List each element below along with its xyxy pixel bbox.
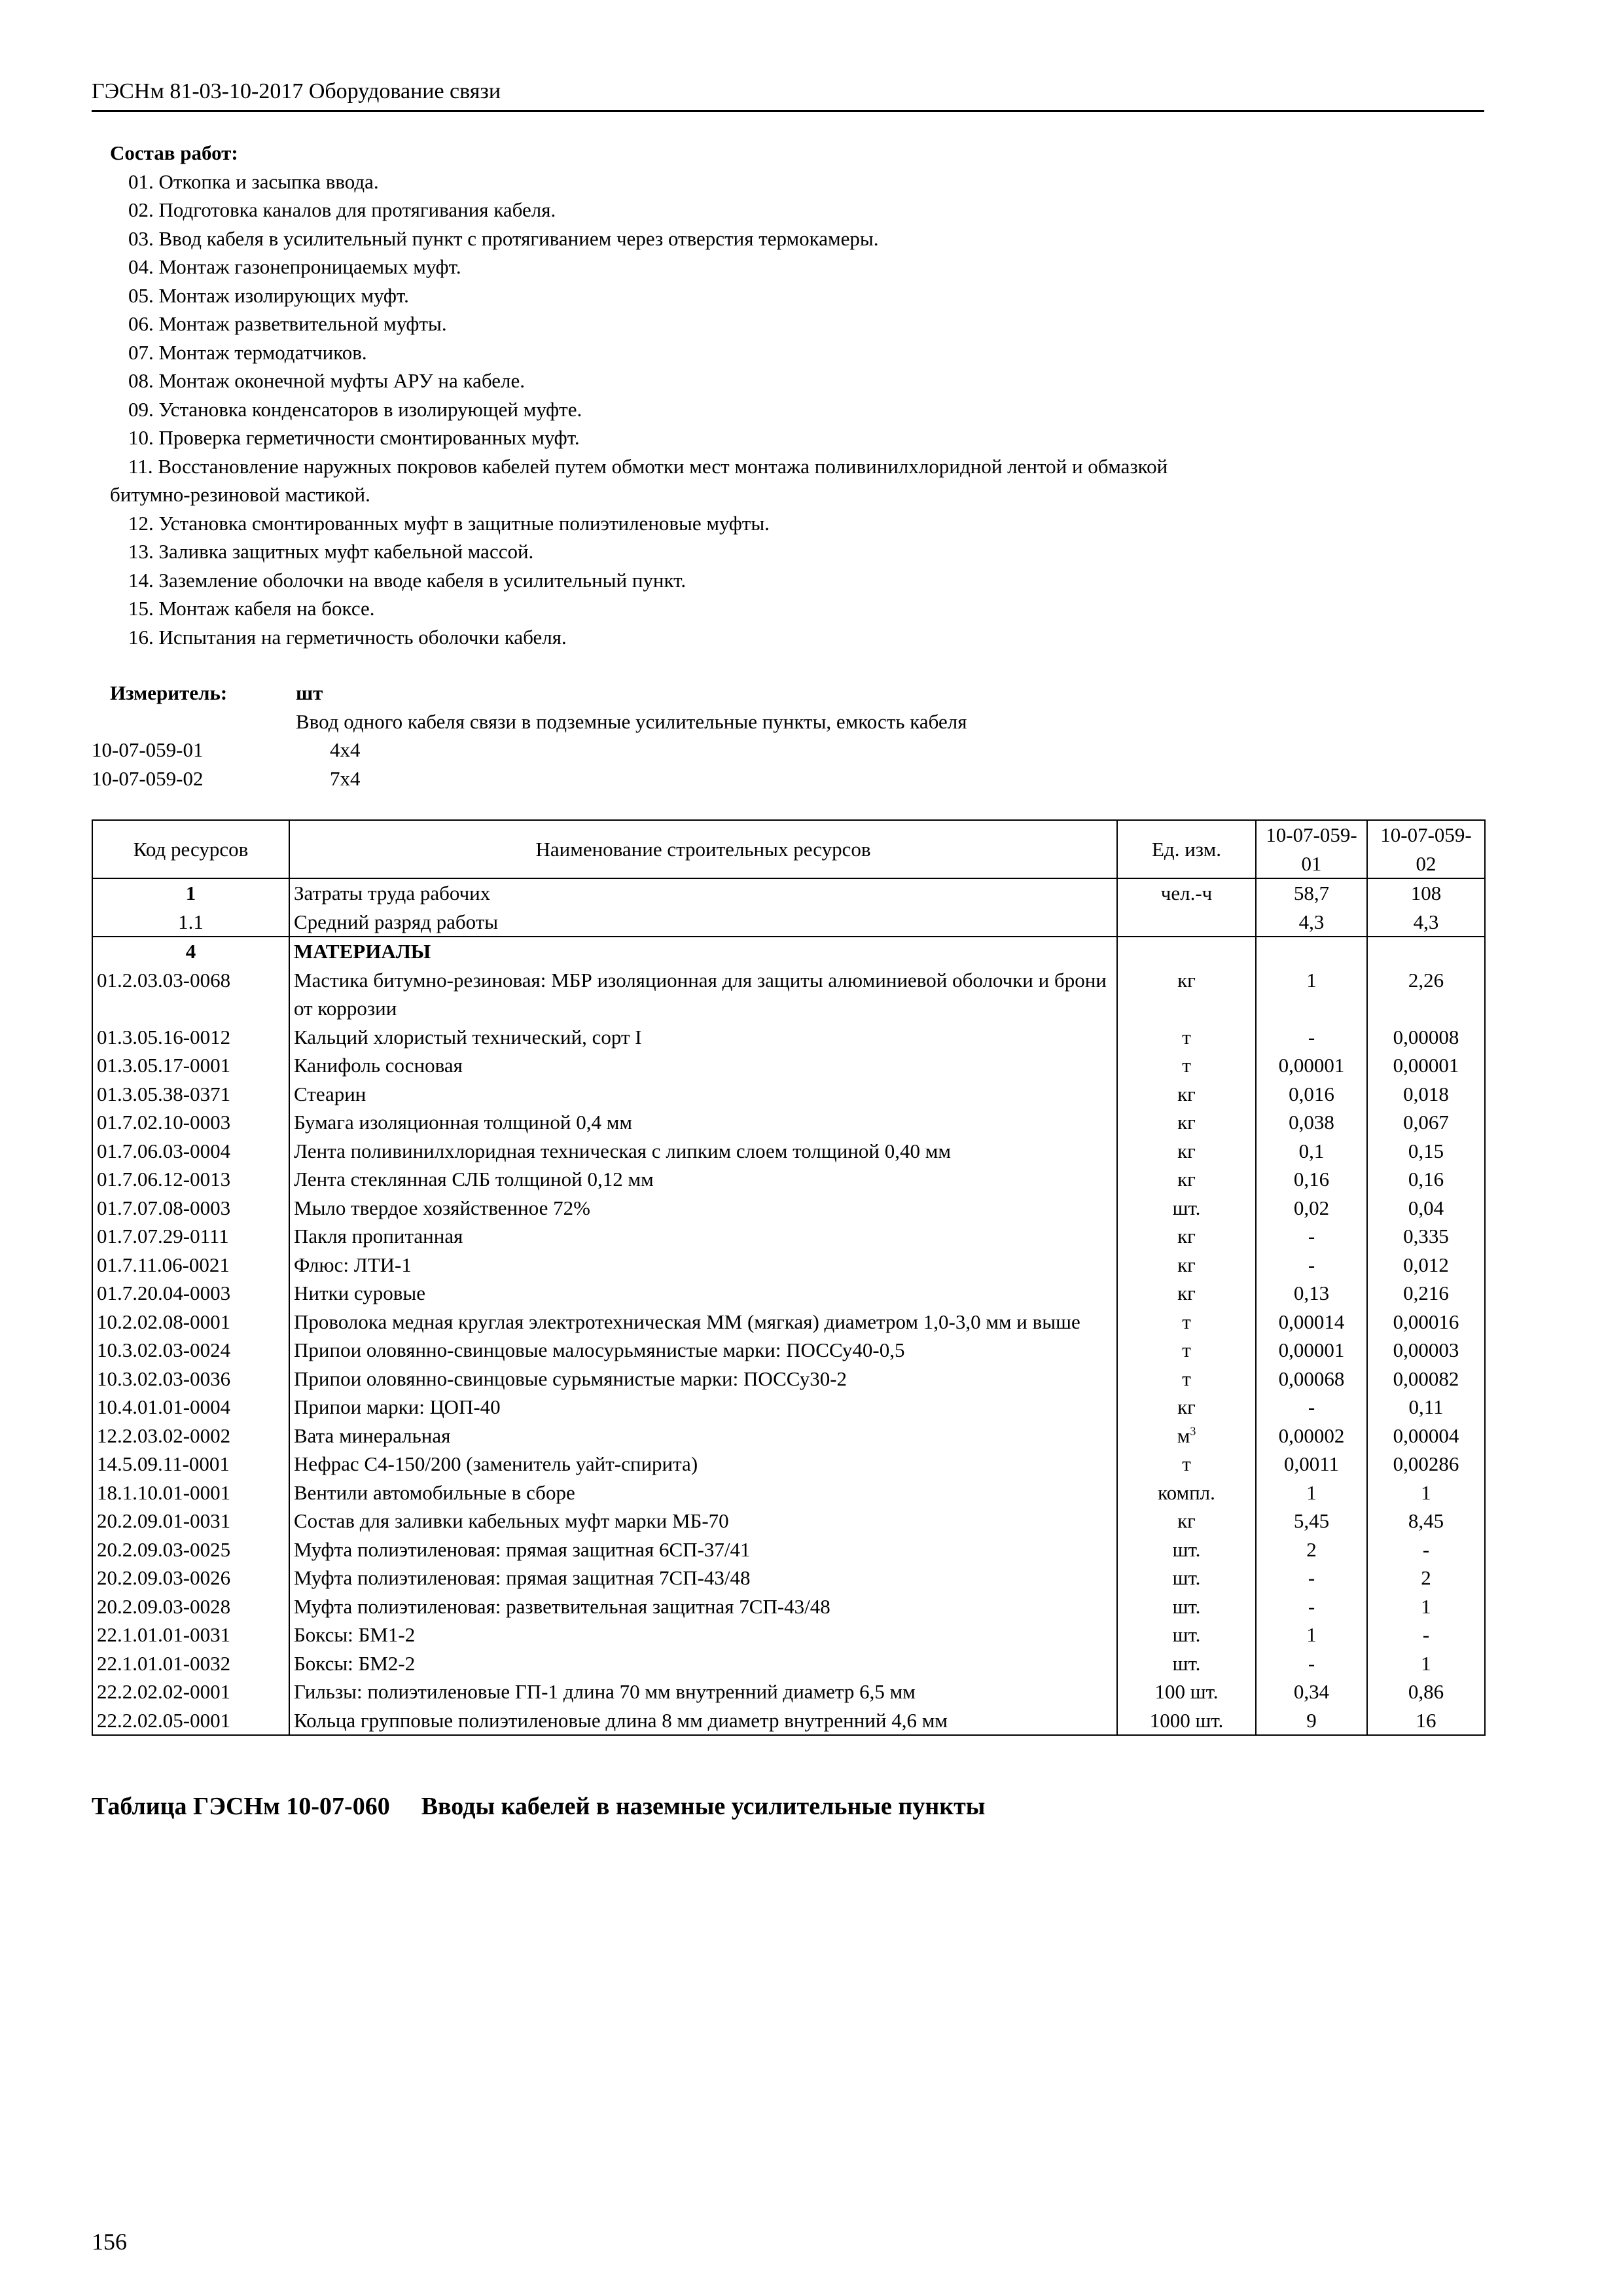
work-item: 15. Монтаж кабеля на боксе. xyxy=(128,597,375,620)
table-row xyxy=(92,1023,1485,1052)
cell-value-col1: 0,038 xyxy=(1256,1108,1367,1137)
cell-value-col2: 0,15 xyxy=(1367,1137,1485,1166)
cell-value-col2: 0,067 xyxy=(1367,1108,1485,1137)
cell-value-col2: 0,00008 xyxy=(1367,1023,1485,1052)
work-item: 14. Заземление оболочки на вводе кабеля в усилительный пункт. xyxy=(128,568,687,592)
cell-code: 10.3.02.03-0024 xyxy=(92,1336,289,1365)
table-row xyxy=(92,1592,1485,1621)
cell-code: 14.5.09.11-0001 xyxy=(92,1450,289,1479)
cell-name: Стеарин xyxy=(289,1080,1117,1109)
cell-name: Затраты труда рабочих xyxy=(289,878,1117,908)
cell-value-col1: - xyxy=(1256,1649,1367,1678)
measure-variant-value: 4х4 xyxy=(330,738,361,761)
table-body xyxy=(92,878,1485,1735)
work-composition-title: Состав работ: xyxy=(110,141,238,164)
cell-unit: 1000 шт. xyxy=(1117,1706,1256,1736)
cell-value-col1: 0,00014 xyxy=(1256,1308,1367,1336)
cell-unit: т xyxy=(1117,1365,1256,1393)
cell-name: Нефрас С4-150/200 (заменитель уайт-спирита) xyxy=(289,1450,1117,1479)
cell-unit: 100 шт. xyxy=(1117,1677,1256,1706)
work-item: 10. Проверка герметичности смонтированных муфт. xyxy=(128,426,580,449)
header-unit: Ед. изм. xyxy=(1117,820,1256,878)
cell-value-col2: 108 xyxy=(1367,878,1485,908)
measure-variant-code: 10-07-059-01 xyxy=(92,738,204,761)
cell-name: Пакля пропитанная xyxy=(289,1222,1117,1251)
page-header-title: ГЭСНм 81-03-10-2017 Оборудование связи xyxy=(92,79,501,103)
cell-value-col2: 0,16 xyxy=(1367,1165,1485,1194)
cell-name: Бумага изоляционная толщиной 0,4 мм xyxy=(289,1108,1117,1137)
table-row xyxy=(92,1108,1485,1137)
cell-code: 1 xyxy=(92,878,289,908)
caption-title: Вводы кабелей в наземные усилительные пункты xyxy=(421,1793,986,1820)
cell-unit: кг xyxy=(1117,1108,1256,1137)
cell-unit: чел.-ч xyxy=(1117,878,1256,908)
table-row xyxy=(92,1479,1485,1507)
cell-value-col2: 0,04 xyxy=(1367,1194,1485,1223)
cell-unit: т xyxy=(1117,1308,1256,1336)
cell-unit: шт. xyxy=(1117,1564,1256,1592)
work-item: 11. Восстановление наружных покровов кабелей путем обмотки мест монтажа поливинилхлоридной лентой и обмазкой xyxy=(128,454,1168,478)
page-header xyxy=(92,73,1484,112)
measure-variant-value: 7х4 xyxy=(330,766,361,790)
cell-value-col2: 16 xyxy=(1367,1706,1485,1736)
cell-value-col1: 2 xyxy=(1256,1535,1367,1564)
cell-unit: кг xyxy=(1117,1393,1256,1422)
cell-code: 01.7.06.12-0013 xyxy=(92,1165,289,1194)
cell-code: 10.3.02.03-0036 xyxy=(92,1365,289,1393)
cell-value-col1: 0,00068 xyxy=(1256,1365,1367,1393)
table-row xyxy=(92,878,1485,908)
table-row xyxy=(92,1535,1485,1564)
cell-unit: шт. xyxy=(1117,1649,1256,1678)
cell-name: Кальций хлористый технический, сорт I xyxy=(289,1023,1117,1052)
resources-table xyxy=(92,819,1486,1736)
measure-variant-code: 10-07-059-02 xyxy=(92,766,204,790)
cell-name: Мастика битумно-резиновая: МБР изоляционная для защиты алюминиевой оболочки и брони от коррозии xyxy=(289,966,1117,1023)
cell-name: Состав для заливки кабельных муфт марки МБ-70 xyxy=(289,1507,1117,1535)
table-row xyxy=(92,1194,1485,1223)
cell-value-col2: 4,3 xyxy=(1367,908,1485,937)
cell-code: 4 xyxy=(92,937,289,966)
cell-unit-superscript: 3 xyxy=(1190,1424,1196,1438)
cell-value-col1: 0,02 xyxy=(1256,1194,1367,1223)
cell-unit: кг xyxy=(1117,1279,1256,1308)
cell-name: Вентили автомобильные в сборе xyxy=(289,1479,1117,1507)
table-row xyxy=(92,1165,1485,1194)
cell-value-col1: - xyxy=(1256,1592,1367,1621)
table-row xyxy=(92,1051,1485,1080)
cell-code: 22.2.02.02-0001 xyxy=(92,1677,289,1706)
cell-value-col1: 1 xyxy=(1256,966,1367,1023)
table-row xyxy=(92,1080,1485,1109)
cell-unit: шт. xyxy=(1117,1535,1256,1564)
table-row xyxy=(92,1649,1485,1678)
table-row xyxy=(92,1308,1485,1336)
cell-value-col2: 0,00001 xyxy=(1367,1051,1485,1080)
cell-name: Кольца групповые полиэтиленовые длина 8 мм диаметр внутренний 4,6 мм xyxy=(289,1706,1117,1736)
cell-value-col1: 5,45 xyxy=(1256,1507,1367,1535)
cell-unit: кг xyxy=(1117,1137,1256,1166)
cell-name: Припои оловянно-свинцовые сурьмянистые марки: ПОССу30-2 xyxy=(289,1365,1117,1393)
cell-value-col1: 9 xyxy=(1256,1706,1367,1736)
cell-value-col2: 0,00003 xyxy=(1367,1336,1485,1365)
cell-value-col1: 0,16 xyxy=(1256,1165,1367,1194)
cell-code: 01.7.07.29-0111 xyxy=(92,1222,289,1251)
cell-name: МАТЕРИАЛЫ xyxy=(289,937,1117,966)
work-item: 03. Ввод кабеля в усилительный пункт с протягиванием через отверстия термокамеры. xyxy=(128,226,879,250)
cell-code: 22.2.02.05-0001 xyxy=(92,1706,289,1736)
cell-unit: кг xyxy=(1117,966,1256,1023)
header-col2: 10-07-059-02 xyxy=(1367,820,1485,878)
cell-value-col2: 0,216 xyxy=(1367,1279,1485,1308)
cell-value-col2: - xyxy=(1367,1535,1485,1564)
cell-value-col2: 2,26 xyxy=(1367,966,1485,1023)
cell-value-col2: 1 xyxy=(1367,1592,1485,1621)
header-name: Наименование строительных ресурсов xyxy=(289,820,1117,878)
table-row xyxy=(92,1621,1485,1649)
cell-code: 01.3.05.17-0001 xyxy=(92,1051,289,1080)
cell-value-col1: - xyxy=(1256,1564,1367,1592)
table-row xyxy=(92,1706,1485,1736)
cell-unit xyxy=(1117,1422,1256,1450)
cell-code: 01.7.07.08-0003 xyxy=(92,1194,289,1223)
cell-name: Припои марки: ЦОП-40 xyxy=(289,1393,1117,1422)
cell-value-col1: 0,00001 xyxy=(1256,1051,1367,1080)
table-row xyxy=(92,1279,1485,1308)
work-item: 12. Установка смонтированных муфт в защитные полиэтиленовые муфты. xyxy=(128,511,770,535)
cell-value-col1: 0,016 xyxy=(1256,1080,1367,1109)
table-row xyxy=(92,1507,1485,1535)
cell-value-col2: 8,45 xyxy=(1367,1507,1485,1535)
cell-name: Боксы: БМ1-2 xyxy=(289,1621,1117,1649)
cell-value-col1: 0,00001 xyxy=(1256,1336,1367,1365)
cell-unit: шт. xyxy=(1117,1621,1256,1649)
cell-name: Канифоль сосновая xyxy=(289,1051,1117,1080)
table-row xyxy=(92,937,1485,966)
work-item: 09. Установка конденсаторов в изолирующей муфте. xyxy=(128,397,582,421)
cell-value-col2: 0,00016 xyxy=(1367,1308,1485,1336)
cell-value-col2: 1 xyxy=(1367,1479,1485,1507)
cell-name: Муфта полиэтиленовая: прямая защитная 6СП-37/41 xyxy=(289,1535,1117,1564)
cell-name: Мыло твердое хозяйственное 72% xyxy=(289,1194,1117,1223)
work-item: 06. Монтаж разветвительной муфты. xyxy=(128,312,447,335)
cell-name: Муфта полиэтиленовая: прямая защитная 7СП-43/48 xyxy=(289,1564,1117,1592)
cell-code: 01.7.02.10-0003 xyxy=(92,1108,289,1137)
cell-name: Нитки суровые xyxy=(289,1279,1117,1308)
cell-value-col2: 0,335 xyxy=(1367,1222,1485,1251)
cell-code: 10.4.01.01-0004 xyxy=(92,1393,289,1422)
work-item: 13. Заливка защитных муфт кабельной массой. xyxy=(128,540,534,563)
table-row xyxy=(92,966,1485,1023)
table-row xyxy=(92,1564,1485,1592)
cell-code: 20.2.09.01-0031 xyxy=(92,1507,289,1535)
cell-name: Проволока медная круглая электротехническая ММ (мягкая) диаметром 1,0-3,0 мм и выше xyxy=(289,1308,1117,1336)
page-number: 156 xyxy=(92,2229,127,2255)
cell-unit: шт. xyxy=(1117,1592,1256,1621)
table-row xyxy=(92,908,1485,937)
cell-name: Средний разряд работы xyxy=(289,908,1117,937)
work-item: 02. Подготовка каналов для протягивания кабеля. xyxy=(128,198,556,221)
measure-block xyxy=(92,679,1486,793)
header-col1: 10-07-059-01 xyxy=(1256,820,1367,878)
caption-prefix: Таблица ГЭСНм 10-07-060 xyxy=(92,1793,390,1820)
table-row xyxy=(92,1393,1485,1422)
cell-value-col1: 1 xyxy=(1256,1479,1367,1507)
measure-label: Измеритель: xyxy=(110,681,228,704)
cell-value-col2: - xyxy=(1367,1621,1485,1649)
cell-value-col1: 0,00002 xyxy=(1256,1422,1367,1450)
cell-unit: т xyxy=(1117,1336,1256,1365)
cell-unit: кг xyxy=(1117,1507,1256,1535)
table-row xyxy=(92,1222,1485,1251)
table-row xyxy=(92,1336,1485,1365)
table-header-row xyxy=(92,820,1485,878)
cell-code: 01.7.20.04-0003 xyxy=(92,1279,289,1308)
cell-unit xyxy=(1117,937,1256,966)
cell-value-col2: 0,11 xyxy=(1367,1393,1485,1422)
cell-value-col2: 0,86 xyxy=(1367,1677,1485,1706)
cell-code: 01.7.11.06-0021 xyxy=(92,1251,289,1280)
cell-unit: шт. xyxy=(1117,1194,1256,1223)
cell-unit: кг xyxy=(1117,1165,1256,1194)
cell-value-col1: - xyxy=(1256,1222,1367,1251)
work-item: 16. Испытания на герметичность оболочки кабеля. xyxy=(128,625,567,649)
table-row xyxy=(92,1137,1485,1166)
cell-code: 10.2.02.08-0001 xyxy=(92,1308,289,1336)
cell-unit xyxy=(1117,908,1256,937)
work-item: 08. Монтаж оконечной муфты АРУ на кабеле. xyxy=(128,369,525,392)
cell-value-col2: 0,018 xyxy=(1367,1080,1485,1109)
cell-value-col1: 58,7 xyxy=(1256,878,1367,908)
cell-code: 20.2.09.03-0028 xyxy=(92,1592,289,1621)
cell-value-col2: 0,00082 xyxy=(1367,1365,1485,1393)
cell-value-col1: 1 xyxy=(1256,1621,1367,1649)
cell-value-col2: 1 xyxy=(1367,1649,1485,1678)
cell-name: Муфта полиэтиленовая: разветвительная защитная 7СП-43/48 xyxy=(289,1592,1117,1621)
cell-value-col2 xyxy=(1367,937,1485,966)
cell-value-col2: 2 xyxy=(1367,1564,1485,1592)
cell-unit: т xyxy=(1117,1450,1256,1479)
cell-code: 01.3.05.16-0012 xyxy=(92,1023,289,1052)
measure-description: Ввод одного кабеля связи в подземные усилительные пункты, емкость кабеля xyxy=(296,709,967,733)
cell-value-col1 xyxy=(1256,937,1367,966)
cell-value-col2: 0,00004 xyxy=(1367,1422,1485,1450)
measure-unit: шт xyxy=(296,681,323,704)
table-row xyxy=(92,1422,1485,1450)
work-item: битумно-резиновой мастикой. xyxy=(110,483,370,506)
cell-value-col1: 0,34 xyxy=(1256,1677,1367,1706)
cell-name: Флюс: ЛТИ-1 xyxy=(289,1251,1117,1280)
work-item: 07. Монтаж термодатчиков. xyxy=(128,340,367,364)
cell-name: Вата минеральная xyxy=(289,1422,1117,1450)
cell-name: Припои оловянно-свинцовые малосурьмянистые марки: ПОССу40-0,5 xyxy=(289,1336,1117,1365)
cell-value-col1: - xyxy=(1256,1251,1367,1280)
cell-code: 01.3.05.38-0371 xyxy=(92,1080,289,1109)
cell-value-col1: - xyxy=(1256,1023,1367,1052)
header-code: Код ресурсов xyxy=(92,820,289,878)
cell-unit: кг xyxy=(1117,1222,1256,1251)
work-item: 05. Монтаж изолирующих муфт. xyxy=(128,283,409,307)
work-composition xyxy=(92,139,1486,651)
table-row xyxy=(92,1677,1485,1706)
cell-name: Гильзы: полиэтиленовые ГП-1 длина 70 мм внутренний диаметр 6,5 мм xyxy=(289,1677,1117,1706)
table-row xyxy=(92,1365,1485,1393)
cell-code: 01.7.06.03-0004 xyxy=(92,1137,289,1166)
cell-unit: кг xyxy=(1117,1251,1256,1280)
cell-value-col1: - xyxy=(1256,1393,1367,1422)
next-table-caption xyxy=(92,1788,985,1825)
work-item: 04. Монтаж газонепроницаемых муфт. xyxy=(128,255,461,278)
cell-value-col1: 0,13 xyxy=(1256,1279,1367,1308)
cell-value-col1: 0,1 xyxy=(1256,1137,1367,1166)
cell-code: 18.1.10.01-0001 xyxy=(92,1479,289,1507)
work-item: 01. Откопка и засыпка ввода. xyxy=(128,170,379,193)
cell-unit: компл. xyxy=(1117,1479,1256,1507)
table-row xyxy=(92,1251,1485,1280)
cell-code: 12.2.03.02-0002 xyxy=(92,1422,289,1450)
cell-unit: т xyxy=(1117,1051,1256,1080)
cell-unit: т xyxy=(1117,1023,1256,1052)
table-row xyxy=(92,1450,1485,1479)
cell-code: 20.2.09.03-0026 xyxy=(92,1564,289,1592)
cell-unit-base: м xyxy=(1177,1424,1190,1447)
cell-name: Боксы: БМ2-2 xyxy=(289,1649,1117,1678)
cell-code: 22.1.01.01-0032 xyxy=(92,1649,289,1678)
cell-unit: кг xyxy=(1117,1080,1256,1109)
cell-name: Лента поливинилхлоридная техническая с липким слоем толщиной 0,40 мм xyxy=(289,1137,1117,1166)
cell-code: 1.1 xyxy=(92,908,289,937)
cell-code: 20.2.09.03-0025 xyxy=(92,1535,289,1564)
cell-value-col2: 0,012 xyxy=(1367,1251,1485,1280)
cell-value-col1: 0,0011 xyxy=(1256,1450,1367,1479)
cell-value-col2: 0,00286 xyxy=(1367,1450,1485,1479)
cell-name: Лента стеклянная СЛБ толщиной 0,12 мм xyxy=(289,1165,1117,1194)
cell-code: 01.2.03.03-0068 xyxy=(92,966,289,1023)
work-items-list xyxy=(92,168,1486,652)
cell-code: 22.1.01.01-0031 xyxy=(92,1621,289,1649)
cell-value-col1: 4,3 xyxy=(1256,908,1367,937)
